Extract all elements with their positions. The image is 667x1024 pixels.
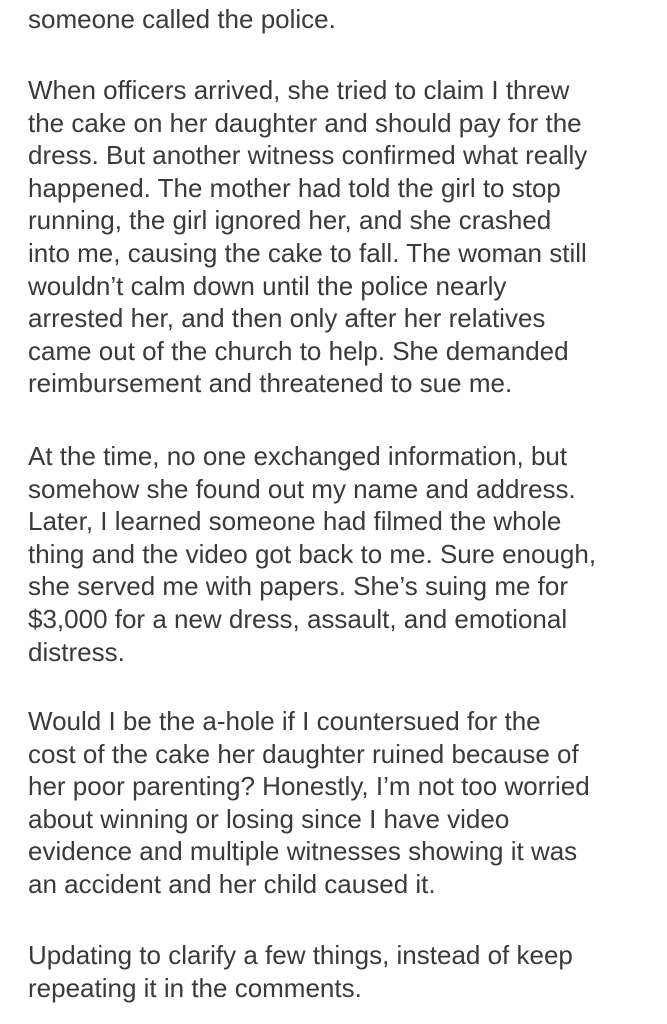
- text-line: reimbursement and threatened to sue me.: [28, 368, 513, 399]
- text-line: happened. The mother had told the girl to stop: [28, 172, 561, 203]
- text-line: her poor parenting? Honestly, I’m not too worried: [28, 771, 590, 802]
- text-line: into me, causing the cake to fall. The woman still: [28, 237, 587, 268]
- text-line: repeating it in the comments.: [28, 972, 362, 1003]
- text-line: running, the girl ignored her, and she crashed: [28, 205, 552, 236]
- text-line: When officers arrived, she tried to claim I threw: [28, 75, 570, 105]
- text-line: dress. But another witness confirmed what really: [28, 140, 588, 171]
- text-line: Updating to clarify a few things, instead of keep: [28, 940, 573, 970]
- text-line: distress.: [28, 636, 125, 667]
- paragraph-police-called: [28, 3, 658, 36]
- text-line: came out of the church to help. She demanded: [28, 335, 569, 366]
- paragraph-update-note: [28, 939, 658, 1004]
- paragraph-served-papers: [28, 440, 658, 668]
- text-line: thing and the video got back to me. Sure enough,: [28, 538, 597, 569]
- text-line: $3,000 for a new dress, assault, and emotional: [28, 603, 568, 634]
- text-line: At the time, no one exchanged information, but: [28, 441, 568, 471]
- text-line: someone called the police.: [28, 4, 336, 34]
- paragraph-countersue-question: [28, 705, 658, 901]
- text-line: wouldn’t calm down until the police nearly: [28, 270, 507, 301]
- text-line: she served me with papers. She’s suing me for: [28, 571, 569, 602]
- text-line: evidence and multiple witnesses showing it was: [28, 836, 578, 867]
- text-line: somehow she found out my name and address.: [28, 473, 576, 504]
- text-line: an accident and her child caused it.: [28, 868, 436, 899]
- paragraph-officers-arrived: [28, 74, 658, 400]
- text-line: arrested her, and then only after her relatives: [28, 303, 546, 334]
- text-line: cost of the cake her daughter ruined because of: [28, 738, 579, 769]
- text-line: Later, I learned someone had filmed the whole: [28, 506, 562, 537]
- text-line: the cake on her daughter and should pay for the: [28, 107, 582, 138]
- text-line: Would I be the a‑hole if I countersued for the: [28, 706, 541, 736]
- text-line: about winning or losing since I have video: [28, 803, 510, 834]
